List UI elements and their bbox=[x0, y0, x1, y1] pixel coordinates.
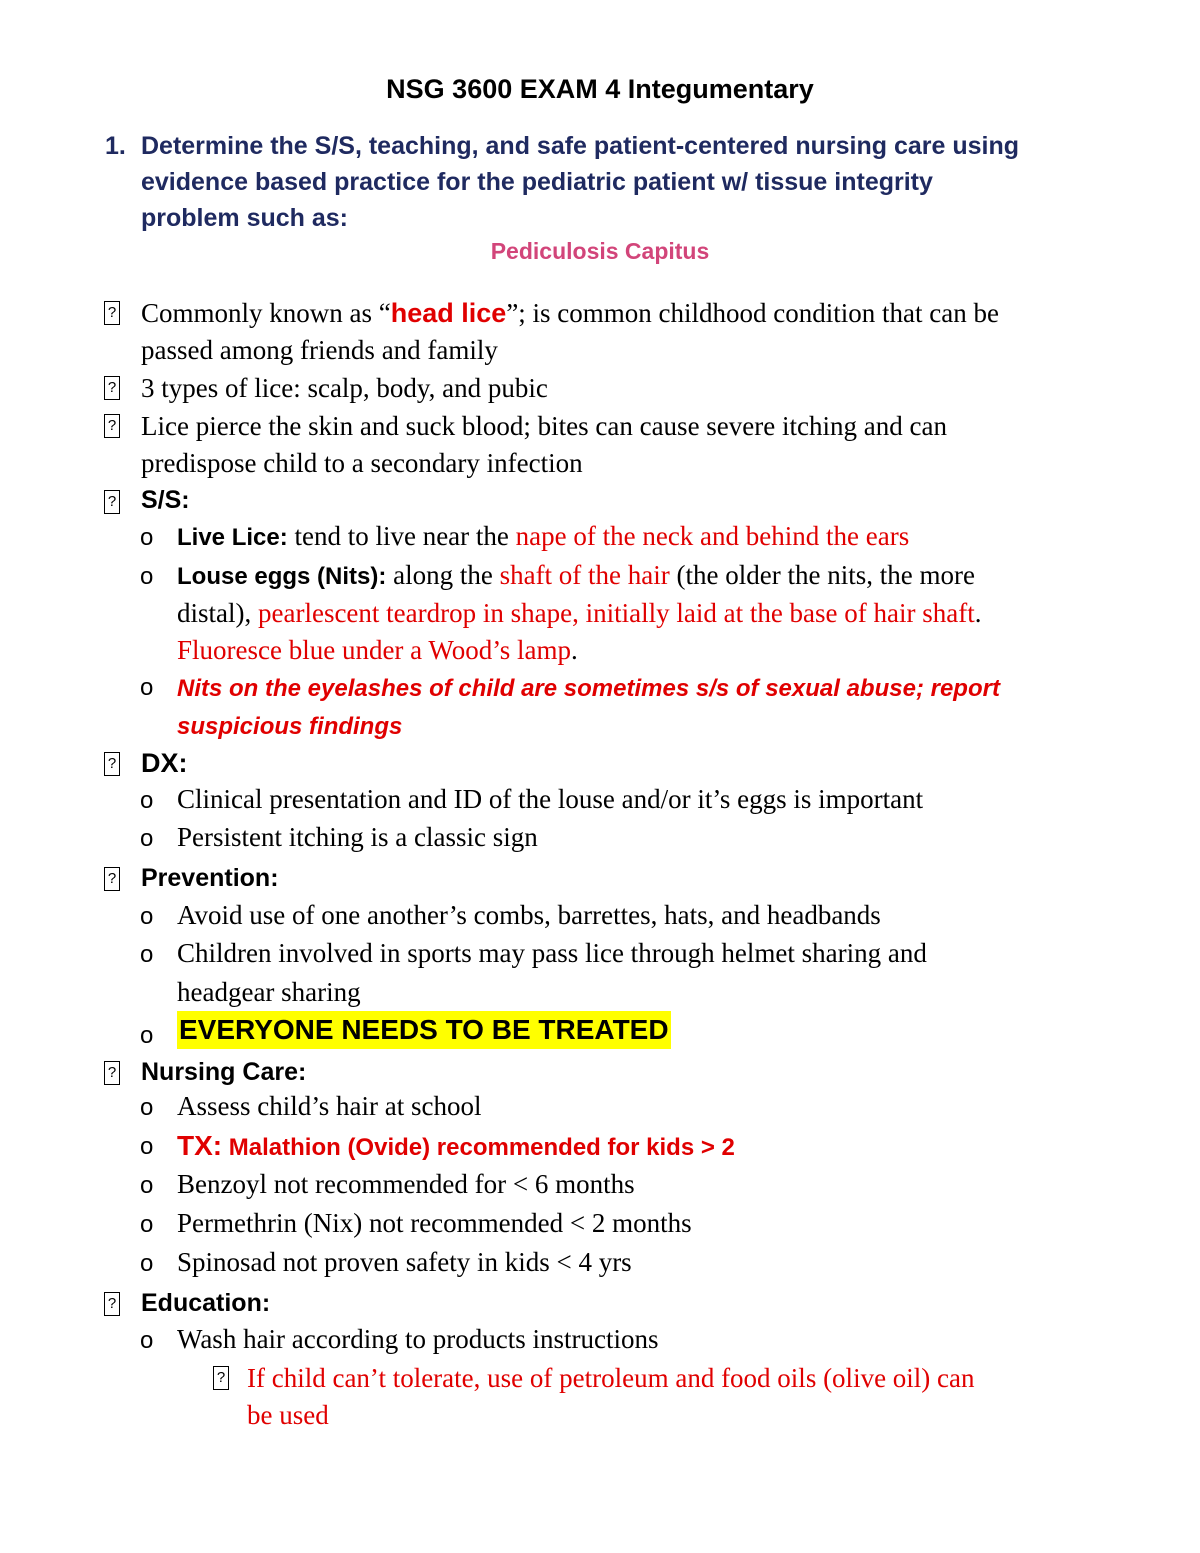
sub-bullet-icon: o bbox=[140, 1094, 154, 1121]
question-number: 1. bbox=[105, 132, 126, 160]
nits-text: . bbox=[974, 598, 982, 628]
sub-bullet-icon: o bbox=[140, 787, 154, 814]
head-lice-term: head lice bbox=[390, 298, 507, 328]
bullet-icon: ? bbox=[104, 1292, 120, 1316]
question-line-1: Determine the S/S, teaching, and safe patient-centered nursing care using bbox=[141, 132, 1019, 160]
nursing-item-1: Assess child’s hair at school bbox=[177, 1091, 482, 1121]
bullet-icon: ? bbox=[104, 414, 120, 438]
intro-bullet-1 bbox=[141, 295, 999, 332]
tx-text: Malathion (Ovide) recommended for kids > 2 bbox=[222, 1134, 735, 1161]
intro-bullet-3-line-2: predispose child to a secondary infection bbox=[141, 448, 583, 478]
education-heading: Education: bbox=[141, 1289, 271, 1317]
intro-bullet-3: Lice pierce the skin and suck blood; bites can cause severe itching and can bbox=[141, 411, 947, 441]
prevention-item-1: Avoid use of one another’s combs, barrettes, hats, and headbands bbox=[177, 900, 881, 930]
question-1 bbox=[105, 128, 1135, 236]
nits-label: Louse eggs (Nits): bbox=[177, 563, 387, 590]
nits-text: . bbox=[571, 635, 578, 665]
prevention-item-2: Children involved in sports may pass lice through helmet sharing and bbox=[177, 938, 927, 968]
sub-bullet-icon: o bbox=[140, 825, 154, 852]
live-lice-label: Live Lice: bbox=[177, 524, 288, 551]
nursing-tx bbox=[177, 1127, 735, 1166]
nursing-item-4: Permethrin (Nix) not recommended < 2 months bbox=[177, 1208, 692, 1238]
dx-heading: DX: bbox=[141, 748, 188, 778]
ss-nits bbox=[177, 557, 975, 595]
nits-fluoresce: Fluoresce blue under a Wood’s lamp bbox=[177, 635, 571, 665]
education-sub-item-line-2: be used bbox=[247, 1400, 329, 1430]
nits-text: along the bbox=[386, 560, 500, 590]
bullet-icon: ? bbox=[104, 490, 120, 514]
sub-bullet-icon: o bbox=[140, 1133, 154, 1160]
nits-shape: pearlescent teardrop in shape, initially laid at the base of hair shaft bbox=[258, 598, 975, 628]
bullet-icon: ? bbox=[104, 867, 120, 891]
document-title: NSG 3600 EXAM 4 Integumentary bbox=[386, 74, 814, 104]
bullet-icon: ? bbox=[104, 1061, 120, 1085]
dx-item-2: Persistent itching is a classic sign bbox=[177, 822, 538, 852]
question-line-3: problem such as: bbox=[141, 204, 348, 232]
topic-heading: Pediculosis Capitus bbox=[490, 238, 710, 264]
live-lice-location: nape of the neck and behind the ears bbox=[515, 521, 910, 551]
sub-bullet-icon: o bbox=[140, 903, 154, 930]
nits-location: shaft of the hair bbox=[499, 560, 670, 590]
nits-text: distal), bbox=[177, 598, 258, 628]
prevention-item-2-line-2: headgear sharing bbox=[177, 977, 361, 1007]
ss-nits-line-3 bbox=[177, 632, 578, 669]
ss-abuse-warning: Nits on the eyelashes of child are sometimes s/s of sexual abuse; report bbox=[177, 675, 1000, 702]
ss-nits-line-2 bbox=[177, 595, 981, 632]
sub-bullet-icon: o bbox=[140, 563, 154, 590]
bullet-icon: ? bbox=[104, 376, 120, 400]
sub-bullet-icon: o bbox=[140, 1211, 154, 1238]
nursing-care-heading: Nursing Care: bbox=[141, 1058, 307, 1086]
nursing-item-5: Spinosad not proven safety in kids < 4 yrs bbox=[177, 1247, 632, 1277]
prevention-heading: Prevention: bbox=[141, 864, 279, 892]
question-line-2: evidence based practice for the pediatric patient w/ tissue integrity bbox=[141, 168, 933, 196]
sub-bullet-icon: o bbox=[140, 1172, 154, 1199]
nursing-item-3: Benzoyl not recommended for < 6 months bbox=[177, 1169, 635, 1199]
dx-item-1: Clinical presentation and ID of the louse and/or it’s eggs is important bbox=[177, 784, 924, 814]
live-lice-text: tend to live near the bbox=[287, 521, 516, 551]
bullet-icon: ? bbox=[104, 752, 120, 776]
intro-text: Commonly known as “ bbox=[141, 298, 391, 328]
ss-live-lice bbox=[177, 518, 909, 556]
bullet-icon: ? bbox=[213, 1366, 229, 1390]
intro-text: ”; is common childhood condition that can be bbox=[506, 298, 999, 328]
sub-bullet-icon: o bbox=[140, 1250, 154, 1277]
tx-label: TX: bbox=[177, 1130, 223, 1161]
intro-bullet-2: 3 types of lice: scalp, body, and pubic bbox=[141, 373, 548, 403]
bullet-icon: ? bbox=[104, 301, 120, 325]
sub-bullet-icon: o bbox=[140, 941, 154, 968]
education-item-1: Wash hair according to products instructions bbox=[177, 1324, 659, 1354]
ss-heading: S/S: bbox=[141, 486, 190, 514]
education-sub-item: If child can’t tolerate, use of petroleum and food oils (olive oil) can bbox=[247, 1363, 975, 1393]
sub-bullet-icon: o bbox=[140, 674, 154, 701]
everyone-treated-highlight: EVERYONE NEEDS TO BE TREATED bbox=[177, 1011, 671, 1049]
nits-text: (the older the nits, the more bbox=[669, 560, 975, 590]
sub-bullet-icon: o bbox=[140, 1022, 154, 1049]
ss-abuse-warning-line-2: suspicious findings bbox=[177, 713, 403, 740]
sub-bullet-icon: o bbox=[140, 524, 154, 551]
intro-bullet-1-line-2: passed among friends and family bbox=[141, 335, 498, 365]
sub-bullet-icon: o bbox=[140, 1327, 154, 1354]
